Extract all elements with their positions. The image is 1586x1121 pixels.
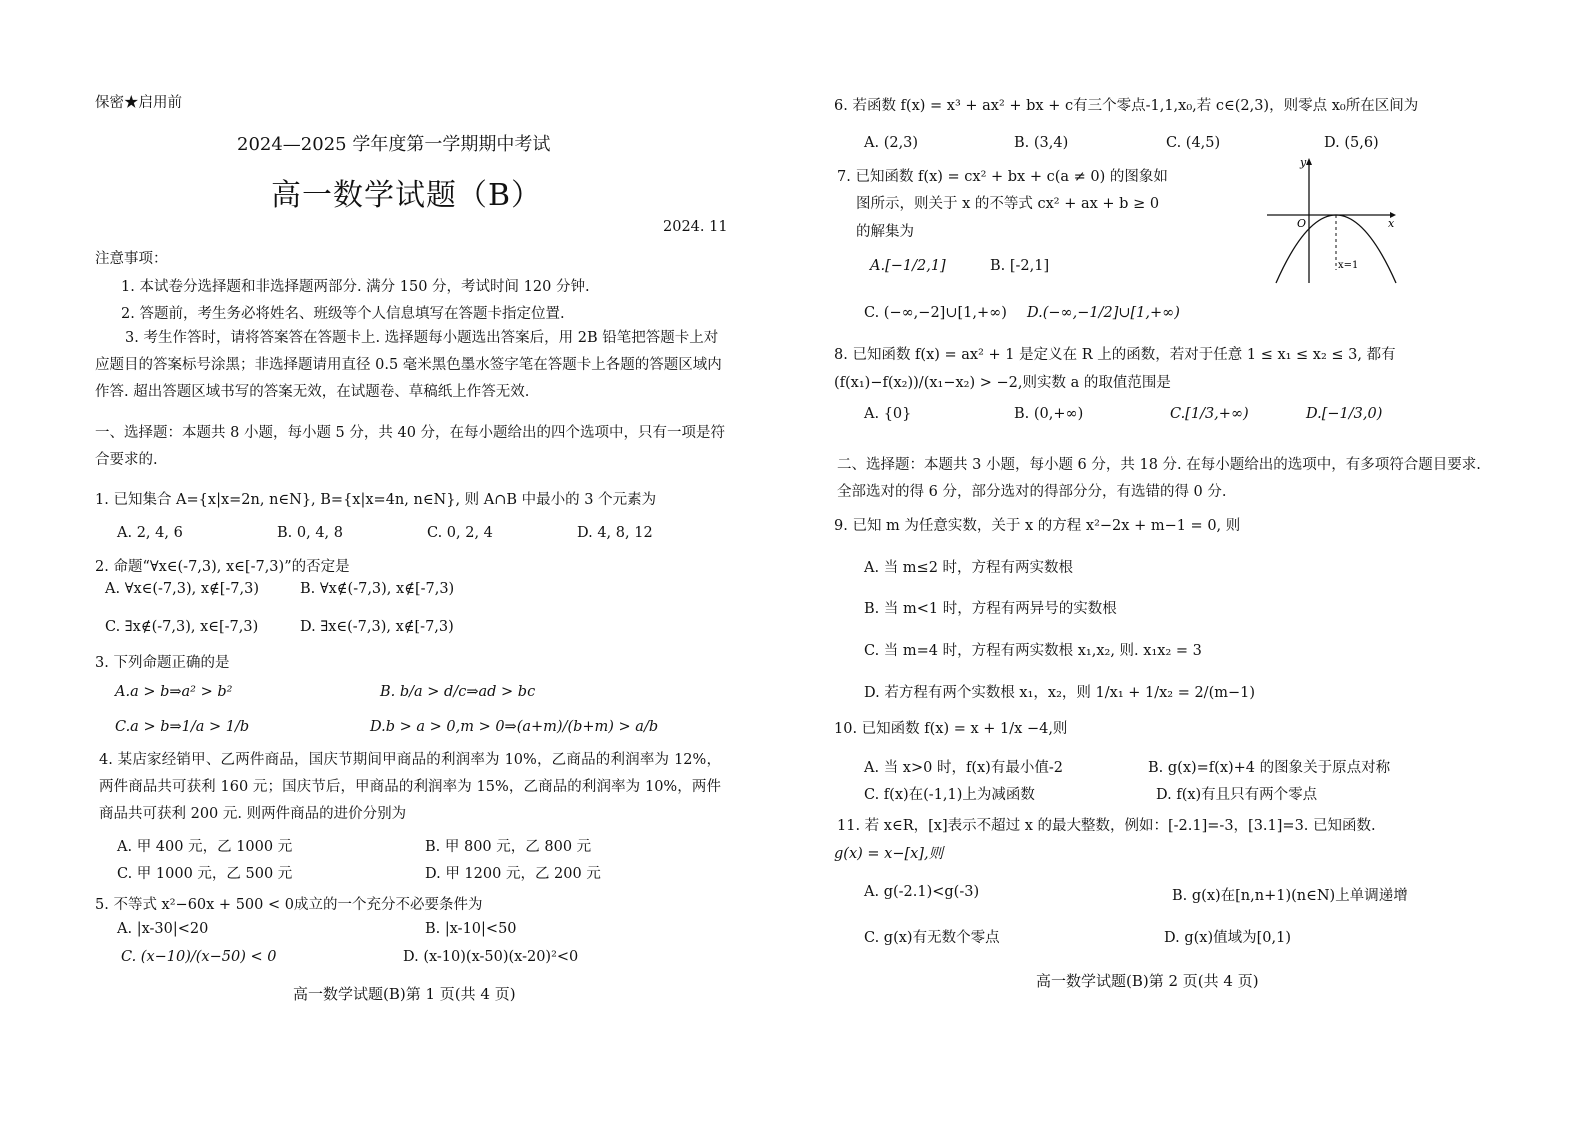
y-axis-label: y bbox=[1300, 156, 1307, 169]
q7-opt-c: C. (−∞,−2]∪[1,+∞) bbox=[864, 305, 1007, 321]
q2-stem: 2. 命题“∀x∈(-7,3), x∈[-7,3)”的否定是 bbox=[95, 559, 350, 575]
q9-opt-a: A. 当 m≤2 时，方程有两实数根 bbox=[864, 560, 1074, 576]
q6-opt-a: A. (2,3) bbox=[864, 135, 919, 151]
notice-item: 3. 考生作答时，请将答案答在答题卡上. 选择题每小题选出答案后，用 2B 铅笔把答题卡上对应题目的答案标号涂黑；非选择题请用直径 0.5 毫米黑色墨水签字笔在答题卡上各题的答题区域内作答. 超出答题区域书写的答案无效，在试题卷、草稿纸上作答无效. bbox=[95, 330, 722, 400]
q9-stem: 9. 已知 m 为任意实数，关于 x 的方程 x²−2x + m−1 = 0, 则 bbox=[834, 518, 1241, 534]
q3-opt-b: B. b/a > d/c⇒ad > bc bbox=[380, 684, 536, 700]
q2-opt-d: D. ∃x∈(-7,3), x∉[-7,3) bbox=[300, 619, 454, 635]
q11-opt-d: D. g(x)值域为[0,1) bbox=[1164, 930, 1291, 946]
q8-opt-c: C.[1/3,+∞) bbox=[1170, 406, 1249, 422]
notice-heading: 注意事项： bbox=[95, 251, 168, 267]
q11-stem-line1: 11. 若 x∈R，[x]表示不超过 x 的最大整数，例如：[-2.1]=-3，[3.1]=3. 已知函数. bbox=[837, 818, 1376, 834]
q8-opt-b: B. (0,+∞) bbox=[1014, 406, 1084, 422]
q9-opt-c: C. 当 m=4 时，方程有两实数根 x₁,x₂, 则. x₁x₂ = 3 bbox=[864, 643, 1202, 659]
q7-opt-b: B. [-2,1] bbox=[990, 258, 1050, 274]
q7-opt-a: A.[−1/2,1] bbox=[870, 258, 946, 274]
q7-opt-d: D.(−∞,−1/2]∪[1,+∞) bbox=[1027, 305, 1180, 321]
parabola-curve bbox=[1276, 215, 1396, 283]
q5-opt-b: B. |x-10|<50 bbox=[425, 921, 517, 937]
exam-date: 2024. 11 bbox=[663, 219, 728, 235]
q11-opt-c: C. g(x)有无数个零点 bbox=[864, 930, 1000, 946]
q4-stem: 4. 某店家经销甲、乙两件商品，国庆节期间甲商品的利润率为 10%，乙商品的利润率为 12%，两件商品共可获利 160 元；国庆节后，甲商品的利润率为 15%，乙商品的利润率为 10%，两件商品共可获利 200 元. 则两件商品的进价分别为 bbox=[99, 752, 721, 822]
q4-opt-d: D. 甲 1200 元，乙 200 元 bbox=[425, 866, 601, 882]
q8-stem-line2: (f(x₁)−f(x₂))/(x₁−x₂) > −2,则实数 a 的取值范围是 bbox=[834, 375, 1171, 391]
q6-opt-c: C. (4,5) bbox=[1166, 135, 1221, 151]
q2-opt-b: B. ∀x∉(-7,3), x∉[-7,3) bbox=[300, 581, 455, 597]
q10-opt-b: B. g(x)=f(x)+4 的图象关于原点对称 bbox=[1148, 760, 1391, 776]
parabola-graph bbox=[1262, 155, 1397, 290]
q1-opt-c: C. 0, 2, 4 bbox=[427, 525, 493, 541]
q8-opt-a: A. {0} bbox=[864, 406, 912, 422]
left-page bbox=[95, 0, 730, 1121]
q5-opt-c: C. (x−10)/(x−50) < 0 bbox=[121, 949, 277, 965]
q10-stem: 10. 已知函数 f(x) = x + 1/x −4,则 bbox=[834, 721, 1068, 737]
q4-opt-a: A. 甲 400 元，乙 1000 元 bbox=[117, 839, 293, 855]
q11-opt-b: B. g(x)在[n,n+1)(n∈N)上单调递增 bbox=[1172, 888, 1408, 904]
q1-stem: 1. 已知集合 A={x|x=2n, n∈N}, B={x|x=4n, n∈N}, 则 A∩B 中最小的 3 个元素为 bbox=[95, 492, 657, 508]
q3-stem: 3. 下列命题正确的是 bbox=[95, 655, 230, 671]
notice-item: 1. 本试卷分选择题和非选择题两部分. 满分 150 分，考试时间 120 分钟. bbox=[121, 279, 590, 295]
q3-opt-d: D.b > a > 0,m > 0⇒(a+m)/(b+m) > a/b bbox=[370, 719, 659, 735]
origin-label: O bbox=[1297, 217, 1307, 230]
q5-opt-d: D. (x-10)(x-50)(x-20)²<0 bbox=[403, 949, 579, 965]
q1-opt-a: A. 2, 4, 6 bbox=[117, 525, 183, 541]
q9-opt-b: B. 当 m<1 时，方程有两异号的实数根 bbox=[864, 601, 1117, 617]
page-footer-right: 高一数学试题(B)第 2 页(共 4 页) bbox=[1036, 972, 1259, 990]
q7-stem-line1: 7. 已知函数 f(x) = cx² + bx + c(a ≠ 0) 的图象如 bbox=[837, 169, 1168, 185]
section-1-heading: 一、选择题：本题共 8 小题，每小题 5 分，共 40 分，在每小题给出的四个选项中，只有一项是符合要求的. bbox=[95, 425, 726, 468]
q10-opt-d: D. f(x)有且只有两个零点 bbox=[1156, 787, 1318, 803]
q7-stem-line3: 的解集为 bbox=[856, 224, 914, 240]
q3-opt-a: A.a > b⇒a² > b² bbox=[115, 684, 233, 700]
q8-opt-d: D.[−1/3,0) bbox=[1306, 406, 1383, 422]
right-page bbox=[834, 0, 1494, 1121]
notice-item: 2. 答题前，考生务必将姓名、班级等个人信息填写在答题卡指定位置. bbox=[121, 306, 565, 322]
q5-opt-a: A. |x-30|<20 bbox=[117, 921, 209, 937]
q2-opt-c: C. ∃x∉(-7,3), x∈[-7,3) bbox=[105, 619, 259, 635]
symmetry-label: x=1 bbox=[1338, 260, 1359, 271]
q4-opt-c: C. 甲 1000 元，乙 500 元 bbox=[117, 866, 293, 882]
page-footer-left: 高一数学试题(B)第 1 页(共 4 页) bbox=[293, 985, 516, 1003]
q4-opt-b: B. 甲 800 元，乙 800 元 bbox=[425, 839, 592, 855]
q9-opt-d: D. 若方程有两个实数根 x₁，x₂，则 1/x₁ + 1/x₂ = 2/(m−1) bbox=[864, 685, 1256, 701]
q11-opt-a: A. g(-2.1)<g(-3) bbox=[864, 884, 980, 900]
q1-opt-b: B. 0, 4, 8 bbox=[277, 525, 343, 541]
q10-opt-a: A. 当 x>0 时，f(x)有最小值-2 bbox=[864, 760, 1063, 776]
q6-opt-d: D. (5,6) bbox=[1324, 135, 1379, 151]
section-2-heading: 二、选择题：本题共 3 小题，每小题 6 分，共 18 分. 在每小题给出的选项中，有多项符合题目要求. 全部选对的得 6 分，部分选对的得部分分，有选错的得 0 分. bbox=[837, 457, 1481, 500]
q2-opt-a: A. ∀x∈(-7,3), x∉[-7,3) bbox=[105, 581, 260, 597]
x-axis-label: x bbox=[1388, 217, 1395, 230]
secret-label: 保密★启用前 bbox=[95, 95, 182, 111]
q6-opt-b: B. (3,4) bbox=[1014, 135, 1069, 151]
q8-stem-line1: 8. 已知函数 f(x) = ax² + 1 是定义在 R 上的函数，若对于任意 1 ≤ x₁ ≤ x₂ ≤ 3, 都有 bbox=[834, 347, 1396, 363]
q1-opt-d: D. 4, 8, 12 bbox=[577, 525, 653, 541]
q5-stem: 5. 不等式 x²−60x + 500 < 0成立的一个充分不必要条件为 bbox=[95, 897, 483, 913]
q3-opt-c: C.a > b⇒1/a > 1/b bbox=[115, 719, 250, 735]
q7-stem-line2: 图所示，则关于 x 的不等式 cx² + ax + b ≥ 0 bbox=[856, 196, 1160, 212]
q10-opt-c: C. f(x)在(-1,1)上为减函数 bbox=[864, 787, 1035, 803]
y-axis-arrow bbox=[1306, 158, 1312, 165]
q6-stem: 6. 若函数 f(x) = x³ + ax² + bx + c有三个零点-1,1,x₀,若 c∈(2,3)，则零点 x₀所在区间为 bbox=[834, 98, 1419, 114]
paper-title: 高一数学试题（B） bbox=[271, 178, 543, 213]
exam-title: 2024—2025 学年度第一学期期中考试 bbox=[237, 134, 551, 155]
q11-stem-line2: g(x) = x−[x],则 bbox=[834, 846, 944, 862]
